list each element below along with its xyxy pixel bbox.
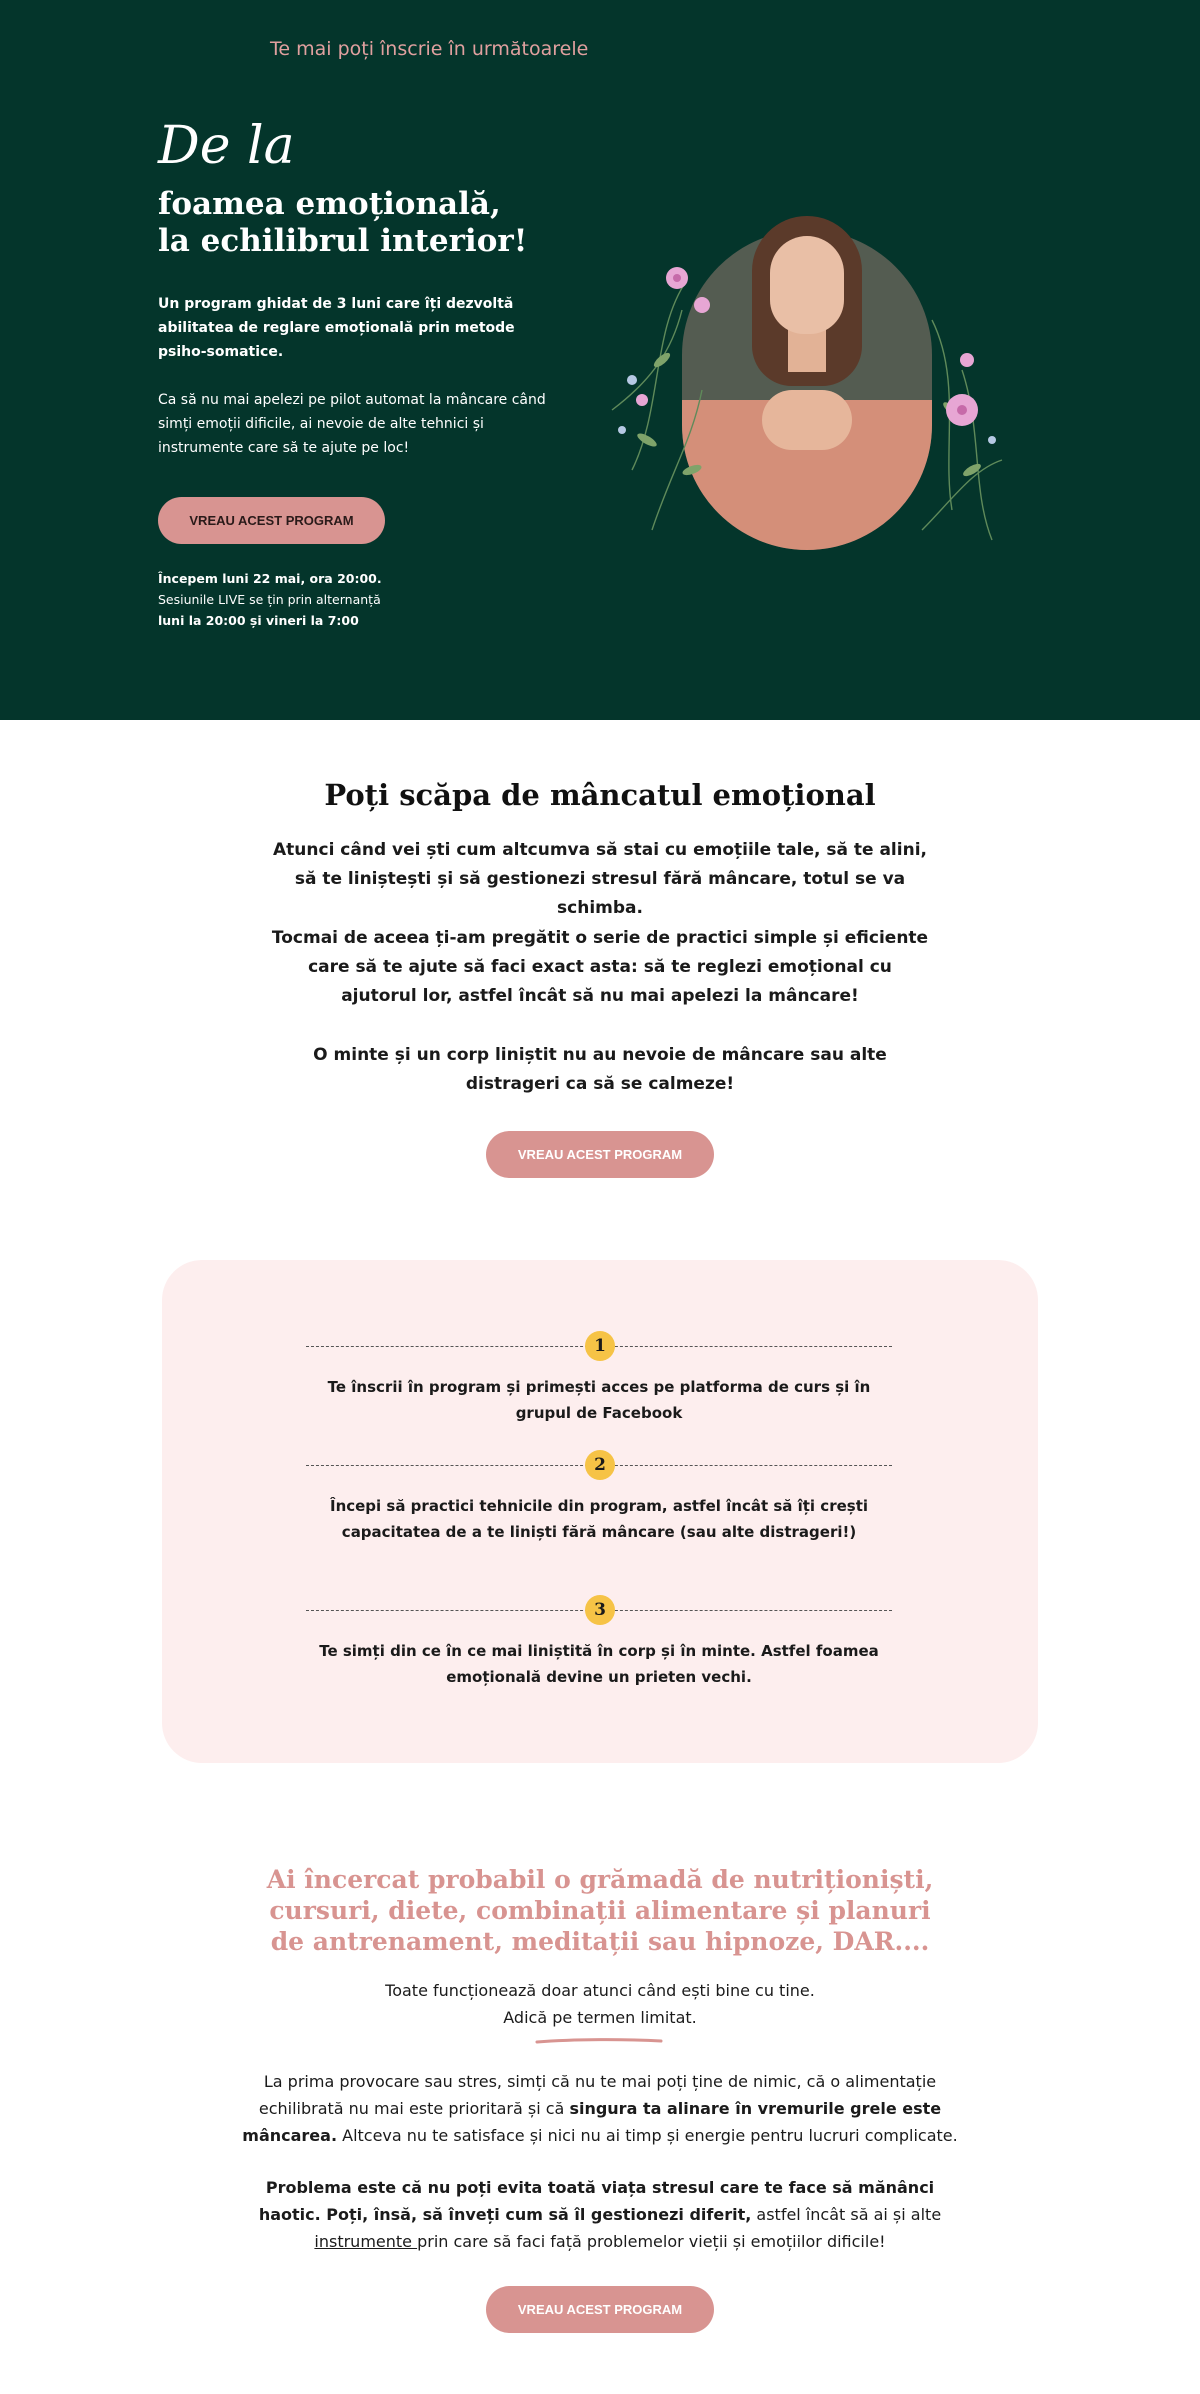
stress-paragraph-bold: singura ta alinare în vremurile grele este mâncarea. — [242, 2099, 942, 2145]
step-2-badge: 2 — [585, 1450, 615, 1480]
floral-decoration — [592, 210, 1022, 550]
stress-paragraph — [240, 2068, 960, 2149]
enroll-link[interactable]: Te mai poți înscrie în următoarele — [270, 38, 589, 60]
step-2-text: Începi să practici tehnicile din program, astfel încât să îți crești capacitatea de a te liniști fără mâncare (sau alte distrageri!) — [329, 1497, 868, 1541]
problem-paragraph-c: prin care să faci față problemelor vieții și emoțiilor dificile! — [417, 2232, 886, 2251]
hero-title-line1: foamea emoțională, — [158, 186, 501, 222]
tools-link[interactable]: instrumente — [314, 2232, 418, 2251]
bottom-cta-button[interactable]: VREAU ACEST PROGRAM — [486, 2286, 714, 2333]
hero-schedule — [158, 568, 382, 631]
middle-cta-button[interactable]: VREAU ACEST PROGRAM — [486, 1131, 714, 1178]
steps-card — [162, 1260, 1038, 1763]
hero-title-line2: la echilibrul interior! — [158, 223, 528, 260]
hero-text: Ca să nu mai apelezi pe pilot automat la mâncare când simți emoții dificile, ai nevoie de alte tehnici și instrumente care să te ajute pe loc! — [158, 392, 546, 456]
step-1-badge: 1 — [585, 1331, 615, 1361]
emotional-eating-title: Poți scăpa de mâncatul emoțional — [324, 778, 876, 812]
intro-paragraph-3: O minte și un corp liniștit nu au nevoie de mâncare sau alte distrageri ca să se calmeze! — [313, 1045, 887, 1094]
stress-paragraph-a: La prima provocare sau stres, simți că nu te mai poți ține de nimic, că o alimentație echilibrată nu mai este prioritară și că — [258, 2072, 937, 2118]
works-when-well-line: Toate funcționează doar atunci când ești bine cu tine. — [385, 1981, 815, 2000]
schedule-days: luni la 20:00 și vineri la 7:00 — [158, 613, 359, 628]
brush-underline — [535, 2038, 663, 2044]
problem-paragraph-b: astfel încât să ai și alte — [751, 2205, 942, 2224]
step-3-text: Te simți din ce în ce mai liniștită în corp și în minte. Astfel foamea emoțională devine un prieten vechi. — [319, 1642, 879, 1686]
tried-everything-title: Ai încercat probabil o grămadă de nutriționiști, cursuri, diete, combinații alimentare și planuri de antrenament, meditații sau hipnoze, DAR.... — [266, 1865, 934, 1956]
step-1-text: Te înscrii în program și primești acces pe platforma de curs și în grupul de Facebook — [327, 1378, 871, 1422]
intro-paragraph-1: Atunci când vei ști cum altcumva să stai cu emoțiile tale, să te alini, să te liniștești și să gestionezi stresul fără mâncare, totul se va schimba. — [273, 840, 927, 918]
limited-term-line: Adică pe termen limitat. — [503, 2008, 697, 2027]
problem-paragraph — [240, 2174, 960, 2255]
hero-cta-button[interactable]: VREAU ACEST PROGRAM — [158, 497, 385, 544]
stress-paragraph-c: Altceva nu te satisface și nici nu ai timp și energie pentru lucruri complicate. — [337, 2126, 958, 2145]
hero-title — [158, 186, 578, 260]
hero-lead: Un program ghidat de 3 luni care îți dezvoltă abilitatea de reglare emoțională prin metode psiho-somatice. — [158, 296, 515, 360]
problem-paragraph-bold: Problema este că nu poți evita toată viața stresul care te face să mănânci haotic. Poți, însă, să înveți cum să îl gestionezi diferit, — [258, 2178, 935, 2224]
schedule-sessions: Sesiunile LIVE se țin prin alternanță — [158, 592, 381, 607]
hero-woman-illustration — [592, 210, 1022, 550]
schedule-start: Începem luni 22 mai, ora 20:00. — [158, 571, 382, 586]
hero-script-prefix: De la — [158, 116, 295, 176]
step-3-badge: 3 — [585, 1595, 615, 1625]
hero-section — [0, 0, 1200, 720]
intro-paragraph-2: Tocmai de aceea ți-am pregătit o serie de practici simple și eficiente care să te ajute să faci exact asta: să te reglezi emoțional cu ajutorul lor, astfel încât să nu mai apelezi la mâncare! — [271, 928, 929, 1006]
